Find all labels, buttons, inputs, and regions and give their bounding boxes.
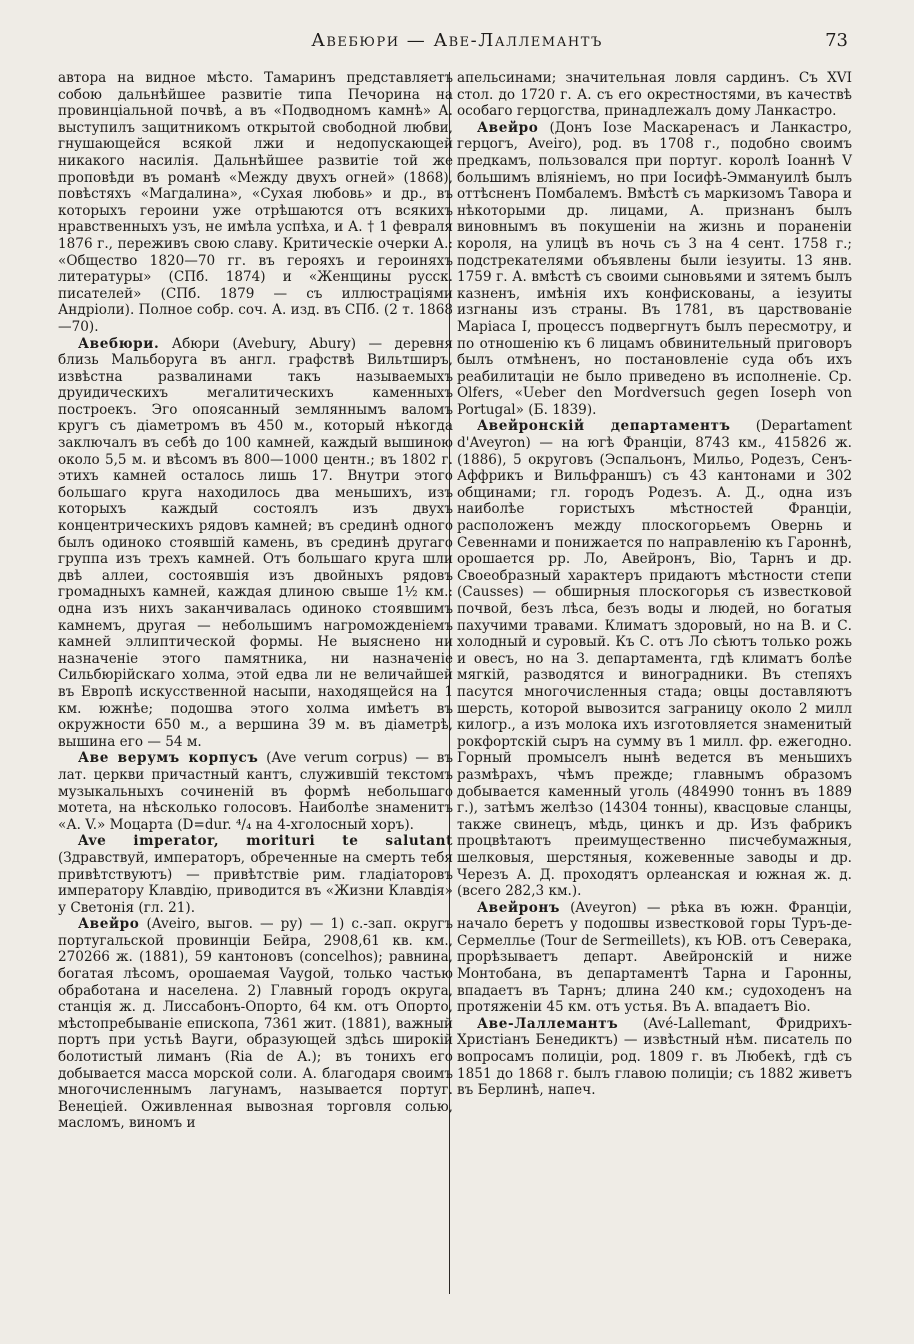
entry-headword: Авейронъ [477,899,560,916]
right-column [457,70,852,1099]
entry-aveiro-duke [457,120,852,419]
entry-ave-lallemant [457,1016,852,1099]
entry-text: (Донъ Іозе Маскаренасъ и Ланкастро, герцогъ, Aveiro), род. въ 1708 г., подобно своимъ предкамъ, пользовался при португ. королѣ Іоаннѣ V большимъ вліяніемъ, но при Іосифѣ-Эммануилѣ былъ оттѣсненъ Помбалемъ. Вмѣстѣ съ маркизомъ Тавора и нѣкоторыми др. лицами, А. признанъ былъ виновнымъ въ покушеніи на жизнь и пораненіи короля, на улицѣ въ ночь съ 3 на 4 сент. 1758 г.; подстрекателями объявлены были іезуиты. 13 янв. 1759 г. А. вмѣстѣ съ своими сыновьями и зятемъ былъ казненъ, имѣнія ихъ конфискованы, а іезуиты изгнаны изъ страны. Въ 1781, въ царствованіе Маріаса I, процессъ подвергнутъ былъ пересмотру, и по отношенію къ 6 лицамъ обвинительный приговоръ былъ отмѣненъ, но постановленіе суда объ ихъ реабилитаціи не было приведено въ исполненіе. Ср. Olfers, «Ueber den Mordversuch gegen Ioseph von Portugal» (Б. 1839). [457,119,852,418]
entry-aveiro-district [58,916,453,1132]
entry-paragraph [58,70,453,336]
entry-text: (Ave verum corpus) — въ лат. церкви причастный кантъ, служившій текстомъ музыкальныхъ сочиненій въ формѣ небольшаго мотета, на нѣсколько голосовъ. Наиболѣе знаменитъ «А. V.» Моцарта (D=dur. ⁴/₄ на 4-хголосный хоръ). [58,750,454,833]
entry-text: апельсинами; значительная ловля сардинъ. Съ XVI стол. до 1720 г. А. съ его окрестностями, въ качествѣ особаго герцогства, принадлежалъ дому Ланкастро. [457,70,852,120]
entry-text: Абюри (Avebury, Abury) — деревня близь Мальборуга въ англ. графствѣ Вильтширъ, извѣстна развалинами такъ называемыхъ друидическихъ мегалитическихъ каменныхъ построекъ. Эго опоясанный земляннымъ валомъ кругъ съ діаметромъ въ 450 м., который нѣкогда заключалъ въ себѣ до 100 камней, каждый вышиною около 5,5 м. и вѣсомъ въ 800—1000 центн.; въ 1802 г. этихъ камней осталось лишь 17. Внутри этого большаго круга находилось два меньшихъ, изъ которыхъ каждый состоялъ изъ двухъ концентрическихъ рядовъ камней; въ срединѣ одного былъ одиноко стоявшій камень, въ срединѣ другаго группа изъ трехъ камней. Отъ большаго круга шли двѣ аллеи, состоявшія изъ двойныхъ рядовъ громадныхъ камней, каждая длиною свыше 1½ км.: одна изъ нихъ заканчивалась одиноко стоявшимъ камнемъ, другая — небольшимъ нагроможденіемъ камней эллиптической формы. Не выяснено ни назначеніе этого памятника, ни назначеніе Сильбюрійскаго холма, этой едва ли не величайшей въ Европѣ искусственной насыпи, находящейся на 1 км. южнѣе; подошва этого холма имѣетъ въ окружности 650 м., а вершина 39 м. въ діаметрѣ, вышина его — 54 м. [58,335,453,750]
entry-text: (Departament d'Aveyron) — на югѣ Франціи, 8743 км., 415826 ж. (1886), 5 округовъ (Эспальонъ, Мильо, Родезъ, Сенъ-Аффрикъ и Вильфраншъ) съ 43 кантонами и 302 общинами; гл. городъ Родезъ. А. Д., одна изъ наиболѣе гористыхъ мѣстностей Франціи, расположенъ между плоскогорьемъ Овернь и Севеннами и понижается по направленію къ Гароннѣ, орошается рр. Ло, Авейронъ, Віо, Тарнъ и др. Своеобразный характеръ придаютъ мѣстности степи (Causses) — обширныя плоскогорья съ известковой почвой, безъ лѣса, безъ воды и людей, но богатыя пахучими травами. Климатъ здоровый, но на В. и С. холодный и суровый. Къ С. отъ Ло сѣютъ только рожь и овесъ, но на З. департамента, гдѣ климатъ болѣе мягкій, разводятся и виноградники. Въ степяхъ пасутся многочисленныя стада; овцы доставляютъ шерсть, которой вывозится заграницу около 2 милл килогр., а изъ молока ихъ изготовляется знаменитый рокфортскій сыръ на сумму въ 1 милл. фр. ежегодно. Горный промыселъ нынѣ ведется въ меньшихъ размѣрахъ, чѣмъ прежде; главнымъ образомъ добывается каменный уголь (484990 тоннъ въ 1889 г.), затѣмъ желѣзо (14304 тонны), квасцовые сланцы, также свинецъ, мѣдь, цинкъ и др. Изъ фабрикъ процвѣтаютъ преимущественно писчебумажныя, шелковыя, шерстяныя, кожевенные заводы и др. Черезъ А. Д. проходятъ орлеанская и южная ж. д. (всего 282,3 км.). [457,418,852,900]
left-column [58,70,453,1132]
entry-headword: Авейронскій департаментъ [477,418,731,435]
entry-headword: Аве верумъ корпусъ [78,750,259,767]
entry-ave-imperator [58,833,453,916]
page-number: 73 [825,30,848,51]
entry-aveyron-river [457,900,852,1016]
entry-headword: Авебюри. [78,335,160,352]
entry-text: автора на видное мѣсто. Тамаринъ представляетъ собою дальнѣйшее развитіе типа Печорина на провинціальной почвѣ, а въ «Подводномъ камнѣ» А. выступилъ защитникомъ открытой свободной любви, гнушающейся всякой лжи и недопускающей никакого насилія. Дальнѣйшее развитіе той же проповѣди въ романѣ «Между двухъ огней» (1868), повѣстяхъ «Магдалина», «Сухая любовь» и др., въ которыхъ героини уже отрѣшаются отъ всякихъ нравственныхъ узъ, не имѣла успѣха, и А. † 1 февраля 1876 г., переживъ свою славу. Критическіе очерки А.: «Общество 1820—70 гг. въ герояхъ и героиняхъ литературы» (СПб. 1874) и «Женщины русск. писателей» (СПб. 1879 — съ иллюстраціями Андріоли). Полное собр. соч. А. изд. въ СПб. (2 т. 1868—70). [58,70,453,335]
running-head: Авебюри — Аве-Лаллемантъ [311,30,603,51]
entry-paragraph [457,70,852,120]
entry-text: (Здравствуй, императоръ, обреченные на смерть тебя привѣтствуютъ) — привѣтствіе рим. гладіаторовъ императору Клавдію, приводится въ «Жизни Клавдія» у Светонія (гл. 21). [58,849,453,916]
entry-headword: Ave imperator, morituri te salutant [78,833,453,850]
entry-avebury [58,336,453,751]
entry-ave-verum [58,750,453,833]
entry-text: (Avé-Lallemant, Фридрихъ-Христіанъ Бенедиктъ) — извѣстный нѣм. писатель по вопросамъ полиціи, род. 1809 г. въ Любекѣ, гдѣ съ 1851 до 1868 г. былъ главою полиціи; съ 1882 живетъ въ Берлинѣ, напеч. [457,1015,852,1099]
entry-text: (Aveyron) — рѣка въ южн. Франціи, начало беретъ у подошвы известковой горы Туръ-де-Сермелльe (Tour de Sermeillets), къ ЮВ. отъ Северака, прорѣзываетъ департ. Авейронскій и ниже Монтобана, въ департаментѣ Тарна и Гаронны, впадаетъ въ Тарнъ; длина 240 км.; судоходенъ на протяженіи 45 км. отъ устья. Въ А. впадаетъ Віо. [457,899,852,1016]
entry-text: (Aveiro, выгов. — ру) — 1) с.-зап. округъ португальской провинціи Бейра, 2908,61 кв. км., 270266 ж. (1881), 59 кантоновъ (concelhos); равнина, богатая лѣсомъ, орошаемая Vaуgoй, только частью обработана и населена. 2) Главный городъ округа, станція ж. д. Лиссабонъ-Опорто, 64 км. отъ Опорто, мѣстопребываніе епископа, 7361 жит. (1881), важный портъ при устьѣ Вауги, образующей здѣсь широкій болотистый лиманъ (Ria de A.); въ тонихъ его добывается масса морской соли. А. благодаря своимъ многочисленнымъ лагунамъ, называется португ. Венеціей. Оживленная вывозная торговля солью, масломъ, виномъ и [58,916,453,1132]
entry-headword: Авейро [78,916,140,933]
entry-headword: Аве-Лаллемантъ [477,1015,619,1032]
entry-headword: Авейро [477,119,539,136]
page-header [0,30,914,60]
entry-aveyron-department [457,418,852,899]
